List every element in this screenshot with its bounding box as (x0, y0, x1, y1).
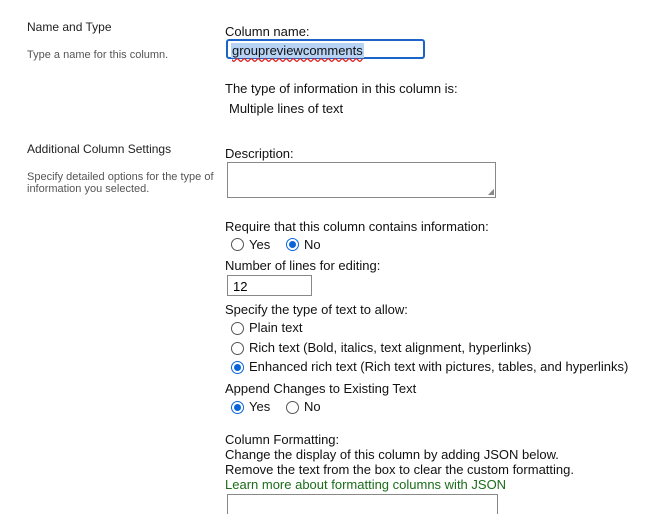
formatting-label: Column Formatting: (225, 432, 340, 447)
rich-text-radio[interactable] (231, 342, 244, 355)
description-label: Description: (225, 146, 294, 161)
text-type-label: Specify the type of text to allow: (225, 302, 408, 317)
require-yes-label[interactable]: Yes (249, 237, 271, 252)
lines-value: 12 (233, 279, 248, 294)
type-info-label: The type of information in this column is: (225, 81, 458, 96)
require-no-radio[interactable] (286, 238, 299, 251)
column-name-value: groupreviewcomments (232, 43, 363, 58)
append-yes-label[interactable]: Yes (249, 399, 271, 414)
rich-text-label[interactable]: Rich text (Bold, italics, text alignment, hyperlinks) (249, 340, 532, 355)
plain-text-radio[interactable] (231, 322, 244, 335)
section-title-additional: Additional Column Settings (27, 142, 172, 156)
formatting-json-textarea[interactable] (227, 494, 498, 514)
append-yes-radio[interactable] (231, 401, 244, 414)
append-label: Append Changes to Existing Text (225, 381, 417, 396)
require-label: Require that this column contains information: (225, 219, 489, 234)
append-no-label[interactable]: No (304, 399, 321, 414)
enhanced-rich-text-label[interactable]: Enhanced rich text (Rich text with pictures, tables, and hyperlinks) (249, 359, 629, 374)
plain-text-label[interactable]: Plain text (249, 320, 303, 335)
enhanced-rich-text-radio[interactable] (231, 361, 244, 374)
section-desc-name-type: Type a name for this column. (27, 49, 169, 61)
formatting-desc-2: Remove the text from the box to clear the custom formatting. (225, 462, 574, 477)
section-desc-additional-1: Specify detailed options for the type of (27, 171, 214, 183)
lines-input[interactable] (227, 275, 312, 296)
require-yes-radio[interactable] (231, 238, 244, 251)
description-textarea[interactable] (227, 162, 496, 198)
section-title-name-type: Name and Type (27, 20, 112, 34)
formatting-help-link[interactable]: Learn more about formatting columns with JSON (225, 477, 507, 492)
section-desc-additional-2: information you selected. (27, 183, 150, 195)
require-no-label[interactable]: No (304, 237, 321, 252)
column-name-label: Column name: (225, 24, 310, 39)
formatting-desc-1: Change the display of this column by adding JSON below. (225, 447, 559, 462)
resize-handle-icon[interactable]: ◢ (487, 187, 494, 196)
column-name-input[interactable] (226, 39, 425, 59)
lines-label: Number of lines for editing: (225, 258, 381, 273)
append-no-radio[interactable] (286, 401, 299, 414)
type-info-value: Multiple lines of text (229, 101, 344, 116)
